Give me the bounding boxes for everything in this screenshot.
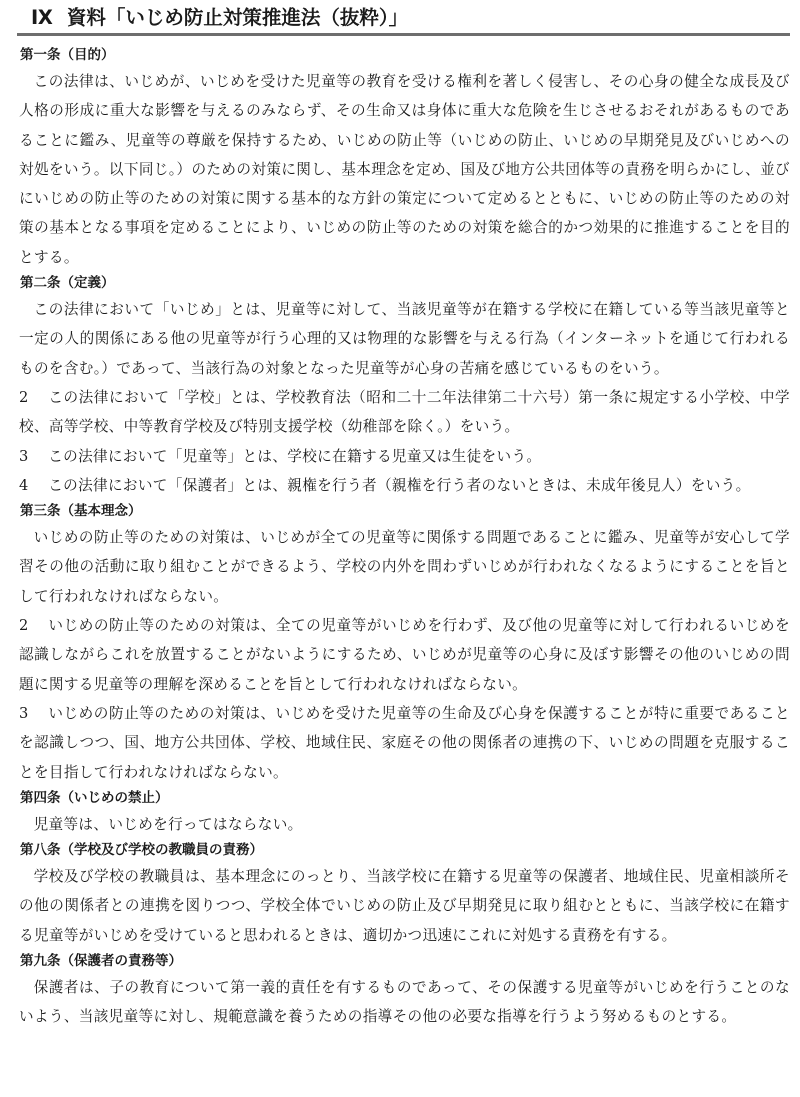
paragraph-text: いじめの防止等のための対策は、いじめを受けた児童等の生命及び心身を保護することが特に重要であることを認識しつつ、国、地方公共団体、学校、地域住民、家庭その他の関係者の連携の下、いじめの問題を克服することを目指して行われなければならない。 [19, 704, 790, 781]
article-section [17, 839, 790, 950]
article-title: 第四条（いじめの禁止） [20, 789, 169, 806]
article-title: 第八条（学校及び学校の教職員の責務） [20, 842, 263, 859]
article-paragraph [17, 295, 790, 383]
paragraph-text: 学校及び学校の教職員は、基本理念にのっとり、当該学校に在籍する児童等の保護者、地域住民、児童相談所その他の関係者との連携を図りつつ、学校全体でいじめの防止及び早期発見に取り組むとともに、当該学校に在籍する児童等がいじめを受けていると思われるときは、適切かつ迅速にこれに対処する責務を有する。 [19, 868, 790, 944]
article-paragraph [17, 442, 790, 471]
article-list [17, 44, 790, 1032]
article-paragraph [17, 67, 790, 272]
paragraph-number: 2 [19, 388, 29, 406]
paragraph-text: この法律において「児童等」とは、学校に在籍する児童又は生徒をいう。 [48, 447, 542, 465]
article-section [17, 44, 790, 272]
paragraph-text: 児童等は、いじめを行ってはならない。 [33, 815, 303, 833]
article-title: 第二条（定義） [20, 275, 115, 292]
article-section [17, 787, 790, 839]
paragraph-number: 3 [19, 704, 29, 722]
page-title: 資料「いじめ防止対策推進法（抜粋）」 [66, 6, 409, 29]
article-paragraph [17, 611, 790, 699]
paragraph-number: 4 [19, 476, 29, 494]
article-title: 第三条（基本理念） [20, 503, 142, 520]
paragraph-number: 2 [19, 617, 29, 635]
article-section [17, 950, 790, 1032]
article-title: 第一条（目的） [20, 47, 115, 63]
paragraph-text: いじめの防止等のための対策は、いじめが全ての児童等に関係する問題であることに鑑み、児童等が安心して学習その他の活動に取り組むことができるよう、学校の内外を問わずいじめが行われなくなるようにすることを旨として行われなければならない。 [19, 529, 790, 605]
article-paragraph [17, 862, 790, 950]
article-paragraph [17, 471, 790, 500]
paragraph-text: この法律は、いじめが、いじめを受けた児童等の教育を受ける権利を著しく侵害し、その心身の健全な成長及び人格の形成に重大な影響を与えるのみならず、その生命又は身体に重大な危険を生じさせるおそれがあるものであることに鑑み、児童等の尊厳を保持するため、いじめの防止等（いじめの防止、いじめの早期発見及びいじめへの対処をいう。以下同じ。）のための対策に関し、基本理念を定め、国及び地方公共団体等の責務を明らかにし、並びにいじめの防止等のための対策に関する基本的な方針の策定について定めるとともに、いじめの防止等のための対策の基本となる事項を定めることにより、いじめの防止等のための対策を総合的かつ効果的に推進することを目的とする。 [19, 73, 790, 266]
article-paragraph [17, 383, 790, 442]
article-section [17, 500, 790, 787]
paragraph-text: いじめの防止等のための対策は、全ての児童等がいじめを行わず、及び他の児童等に対して行われるいじめを認識しながらこれを放置することがないようにするため、いじめが児童等の心身に及ぼす影響その他のいじめの問題に関する児童等の理解を深めることを旨として行われなければならない。 [19, 617, 790, 693]
section-number: Ⅸ [31, 6, 53, 29]
article-paragraph [17, 973, 790, 1032]
article-paragraph [17, 523, 790, 611]
paragraph-text: この法律において「保護者」とは、親権を行う者（親権を行う者のないときは、未成年後見人）をいう。 [48, 476, 751, 494]
article-title: 第九条（保護者の責務等） [20, 953, 182, 970]
article-paragraph [17, 699, 790, 787]
article-paragraph [17, 810, 790, 839]
page-heading [17, 4, 790, 36]
paragraph-text: この法律において「いじめ」とは、児童等に対して、当該児童等が在籍する学校に在籍している等当該児童等と一定の人的関係にある他の児童等が行う心理的又は物理的な影響を与える行為（インターネットを通じて行われるものを含む。）であって、当該行為の対象となった児童等が心身の苦痛を感じているものをいう。 [19, 301, 790, 377]
article-section [17, 272, 790, 500]
paragraph-text: 保護者は、子の教育について第一義的責任を有するものであって、その保護する児童等がいじめを行うことのないよう、当該児童等に対し、規範意識を養うための指導その他の必要な指導を行うよう努めるものとする。 [19, 979, 790, 1026]
paragraph-text: この法律において「学校」とは、学校教育法（昭和二十二年法律第二十六号）第一条に規定する小学校、中学校、高等学校、中等教育学校及び特別支援学校（幼稚部を除く。）をいう。 [19, 388, 790, 436]
paragraph-number: 3 [19, 447, 29, 465]
